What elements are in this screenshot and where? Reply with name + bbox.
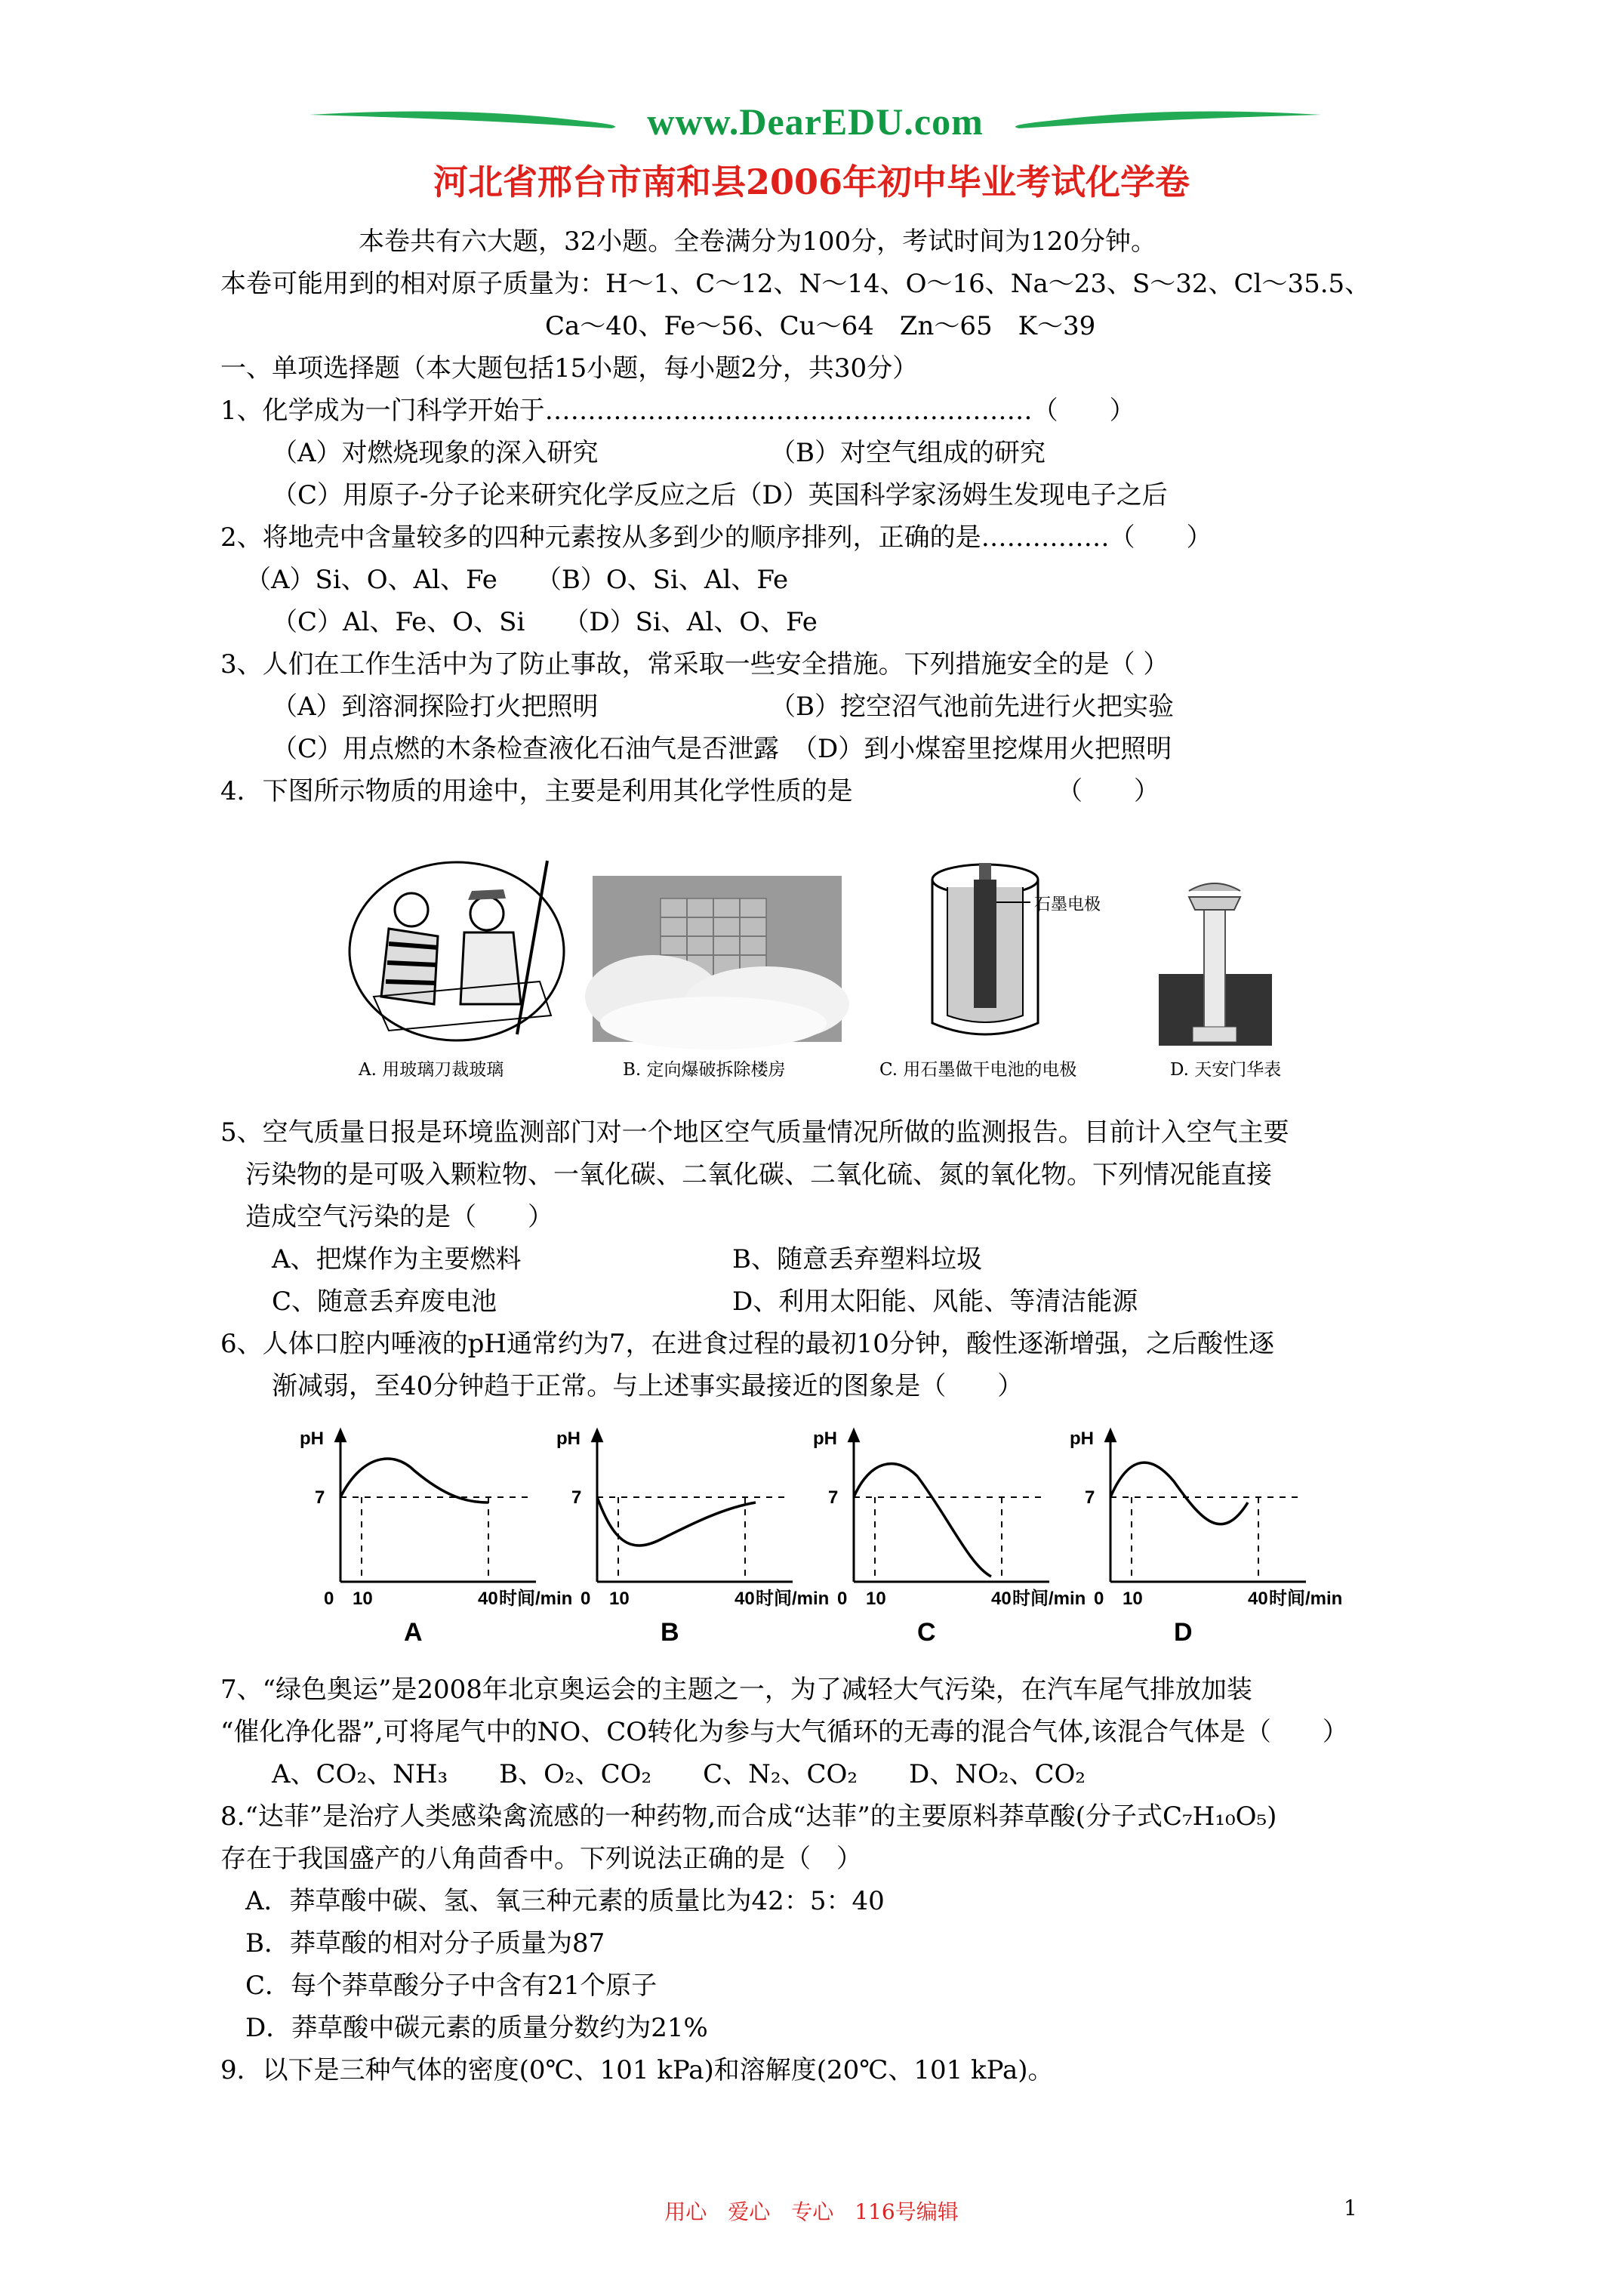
graph-letter: A xyxy=(404,1618,423,1647)
q5-option-c: C、随意丢弃废电池 xyxy=(272,1287,497,1317)
q1-option-cd: （C）用原子-分子论来研究化学反应之后（D）英国科学家汤姆生发现电子之后 xyxy=(272,480,1168,510)
q9-line-1: 9．以下是三种气体的密度(0℃、101 kPa)和溶解度(20℃、101 kPa)。 xyxy=(220,2055,1054,2085)
ph-graph-a xyxy=(298,1423,573,1657)
y-axis-label: pH xyxy=(813,1428,837,1449)
figure-battery xyxy=(917,857,1101,1046)
q5-option-b: B、随意丢弃塑料垃圾 xyxy=(732,1244,982,1274)
ph-curve xyxy=(597,1497,756,1546)
q6-line-2: 渐减弱，至40分钟趋于正常。与上述事实最接近的图象是（ ） xyxy=(272,1371,1024,1401)
q1-option-a: （A）对燃烧现象的深入研究 xyxy=(272,438,599,468)
q2-stem: 2、将地壳中含量较多的四种元素按从多到少的顺序排列，正确的是……………（ ） xyxy=(220,522,1212,553)
y-tick-7: 7 xyxy=(828,1487,839,1508)
intro-line-3: Ca～40、Fe～56、Cu～64 Zn～65 K～39 xyxy=(545,311,1096,341)
q4-answer-paren: （ ） xyxy=(1057,776,1160,806)
x-axis-unit: 时间/min xyxy=(1012,1589,1086,1609)
x-tick-0: 0 xyxy=(1094,1589,1104,1609)
q1-option-b: （B）对空气组成的研究 xyxy=(770,438,1046,468)
footer-text: 用心 爱心 专心 116号编辑 xyxy=(664,2199,959,2224)
q4-caption-d: D. 天安门华表 xyxy=(1170,1060,1282,1080)
x-tick-10: 10 xyxy=(1123,1589,1143,1609)
q8-line-2: 存在于我国盛产的八角茴香中。下列说法正确的是（ ） xyxy=(220,1844,862,1874)
ph-curve xyxy=(340,1459,488,1502)
page-number: 1 xyxy=(1344,2196,1357,2220)
x-axis-unit: 时间/min xyxy=(499,1589,573,1609)
x-axis-unit: 时间/min xyxy=(756,1589,830,1609)
intro-line-1: 本卷共有六大题，32小题。全卷满分为100分，考试时间为120分钟。 xyxy=(359,227,1157,257)
q4-caption-b: B. 定向爆破拆除楼房 xyxy=(623,1060,786,1080)
x-tick-10: 10 xyxy=(353,1589,373,1609)
graph-letter: B xyxy=(661,1618,679,1647)
q2-options-cd: （C）Al、Fe、O、Si （D）Si、Al、O、Fe xyxy=(272,607,818,637)
y-tick-7: 7 xyxy=(315,1487,325,1508)
x-tick-40: 40 xyxy=(478,1589,498,1609)
ph-graph-b xyxy=(555,1423,830,1657)
y-axis-arrow xyxy=(848,1428,861,1443)
intro-line-2: 本卷可能用到的相对原子质量为：H～1、C～12、N～14、O～16、Na～23、S～32、Cl～35.5、 xyxy=(220,269,1371,299)
x-tick-40: 40 xyxy=(991,1589,1012,1609)
q5-option-a: A、把煤作为主要燃料 xyxy=(272,1244,522,1274)
y-axis-label: pH xyxy=(300,1428,324,1449)
q6-line-1: 6、人体口腔内唾液的pH通常约为7，在进食过程的最初10分钟，酸性逐渐增强，之后酸性逐 xyxy=(220,1329,1274,1359)
q8-option-d: D．莽草酸中碳元素的质量分数约为21% xyxy=(245,2013,708,2043)
x-tick-0: 0 xyxy=(837,1589,848,1609)
x-tick-10: 10 xyxy=(609,1589,630,1609)
electrode-label: 石墨电极 xyxy=(1034,895,1101,914)
x-tick-0: 0 xyxy=(581,1589,591,1609)
y-axis-arrow xyxy=(591,1428,604,1443)
x-tick-40: 40 xyxy=(735,1589,755,1609)
q8-line-1: 8.“达菲”是治疗人类感染禽流感的一种药物,而合成“达菲”的主要原料莽草酸(分子式C₇H₁₀O₅) xyxy=(220,1801,1277,1832)
y-axis-label: pH xyxy=(1070,1428,1094,1449)
q7-line-2: “催化净化器”,可将尾气中的NO、CO转化为参与大气循环的无毒的混合气体,该混合气体是（ ） xyxy=(220,1717,1348,1747)
x-tick-10: 10 xyxy=(866,1589,886,1609)
q3-stem: 3、人们在工作生活中为了防止事故，常采取一些安全措施。下列措施安全的是（ ） xyxy=(220,649,1169,680)
q7-options: A、CO₂、NH₃ B、O₂、CO₂ C、N₂、CO₂ D、NO₂、CO₂ xyxy=(272,1759,1086,1789)
q5-line-1: 5、空气质量日报是环境监测部门对一个地区空气质量情况所做的监测报告。目前计入空气主要 xyxy=(220,1117,1289,1148)
q8-option-b: B．莽草酸的相对分子质量为87 xyxy=(245,1928,605,1959)
site-url[interactable]: www.DearEDU.com xyxy=(647,100,984,143)
q5-line-2: 污染物的是可吸入颗粒物、一氧化碳、二氧化碳、二氧化硫、氮的氧化物。下列情况能直接 xyxy=(245,1160,1272,1190)
figure-glass-cutting xyxy=(343,853,574,1049)
q7-line-1: 7、“绿色奥运”是2008年北京奥运会的主题之一，为了减轻大气污染，在汽车尾气排放加装 xyxy=(220,1675,1252,1705)
q1-stem: 1、化学成为一门科学开始于…………………………………………………（ ） xyxy=(220,396,1135,426)
q3-option-b: （B）挖空沼气池前先进行火把实验 xyxy=(770,692,1174,722)
y-axis-arrow xyxy=(334,1428,347,1443)
q3-option-cd: （C）用点燃的木条检查液化石油气是否泄露 （D）到小煤窑里挖煤用火把照明 xyxy=(272,734,1172,764)
y-tick-7: 7 xyxy=(1085,1487,1095,1508)
q4-stem: 4．下图所示物质的用途中，主要是利用其化学性质的是 xyxy=(220,776,853,806)
q8-option-a: A．莽草酸中碳、氢、氧三种元素的质量比为42：5：40 xyxy=(245,1886,885,1916)
header-banner xyxy=(310,98,1321,151)
ph-graph-c xyxy=(812,1423,1086,1657)
y-axis-label: pH xyxy=(556,1428,581,1449)
y-axis-arrow xyxy=(1104,1428,1117,1443)
figure-huabiao xyxy=(1159,876,1272,1046)
x-tick-0: 0 xyxy=(324,1589,334,1609)
q5-option-d: D、利用太阳能、风能、等清洁能源 xyxy=(732,1287,1138,1317)
q4-caption-a: A. 用玻璃刀裁玻璃 xyxy=(359,1060,504,1080)
section-heading: 一、单项选择题（本大题包括15小题，每小题2分，共30分） xyxy=(220,353,919,384)
q5-line-3: 造成空气污染的是（ ） xyxy=(245,1202,553,1232)
figure-demolition xyxy=(593,876,842,1042)
q4-caption-c: C. 用石墨做干电池的电极 xyxy=(879,1060,1077,1080)
y-tick-7: 7 xyxy=(571,1487,582,1508)
q2-options-ab: （A）Si、O、Al、Fe （B）O、Si、Al、Fe xyxy=(245,565,789,595)
graph-letter: D xyxy=(1174,1618,1193,1647)
ph-graph-d xyxy=(1068,1423,1343,1657)
graph-letter: C xyxy=(917,1618,936,1647)
x-tick-40: 40 xyxy=(1248,1589,1268,1609)
x-axis-unit: 时间/min xyxy=(1269,1589,1343,1609)
page-title: 河北省邢台市南和县2006年初中毕业考试化学卷 xyxy=(433,162,1190,202)
q8-option-c: C．每个莽草酸分子中含有21个原子 xyxy=(245,1971,658,2001)
q3-option-a: （A）到溶洞探险打火把照明 xyxy=(272,692,599,722)
